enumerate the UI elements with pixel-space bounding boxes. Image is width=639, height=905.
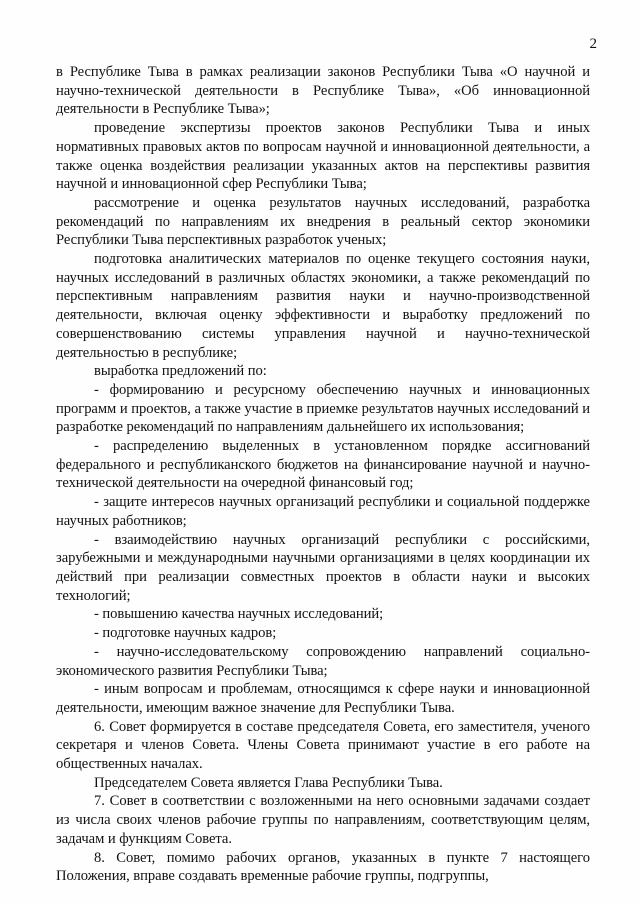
page-number: 2 [589, 36, 597, 52]
paragraph-section-7: 7. Совет в соответствии с возложенными на него основными задачами создает из числа своих членов рабочие группы по направлениям, соответствующим целям, задачам и функциям Совета. [56, 793, 590, 847]
list-item-international-cooperation: - взаимодействию научных организаций республики с российскими, зарубежными и международными научными организациями в целях координации их действий при реализации совместных проектов в области науки и высоких технологий; [56, 531, 590, 604]
paragraph-intro-continuation: в Республике Тыва в рамках реализации законов Республики Тыва «О научной и научно-технической деятельности в Республике Тыва», «Об инновационной деятельности в Республике Тыва»; [56, 64, 590, 118]
document-body [56, 63, 590, 886]
paragraph-analytical-materials: подготовка аналитических материалов по оценке текущего состояния науки, научных исследований в различных областях экономики, а также рекомендаций по перспективным направлениям развития науки и научно-производственной деятельности, включая оценку эффективности и выработку предложений по совершенствованию системы управления научной и научно-технической деятельностью в республике; [56, 251, 590, 361]
list-item-interest-protection: - защите интересов научных организаций республики и социальной поддержке научных работников; [56, 494, 590, 529]
paragraph-section-8: 8. Совет, помимо рабочих органов, указанных в пункте 7 настоящего Положения, вправе создавать временные рабочие группы, подгруппы, [56, 849, 590, 885]
list-item-budget-allocation: - распределению выделенных в установленном порядке ассигнований федерального и республиканского бюджетов на финансирование научной и научно-технической деятельности на очередной финансовый год; [56, 438, 590, 492]
paragraph-chairman: Председателем Совета является Глава Республики Тыва. [94, 774, 443, 791]
paragraph-section-6: 6. Совет формируется в составе председателя Совета, его заместителя, ученого секретаря и членов Совета. Члены Совета принимают участие в его работе на общественных началах. [56, 718, 590, 773]
list-item-personnel-training: - подготовке научных кадров; [94, 625, 277, 642]
list-item-socioeconomic-support: - научно-исследовательскому сопровождению направлений социально-экономического развития Республики Тыва; [56, 643, 590, 679]
paragraph-expertise: проведение экспертизы проектов законов Республики Тыва и иных нормативных правовых актов по вопросам научной и инновационной деятельности, а также оценка воздействия реализации указанных актов на перспективы развития научной и инновационной сфер Республики Тыва; [56, 120, 590, 193]
paragraph-research-evaluation: рассмотрение и оценка результатов научных исследований, разработка рекомендаций по направлениям их внедрения в реальный сектор экономики Республики Тыва перспективных разработок ученых; [56, 194, 590, 249]
paragraph-proposals-heading: выработка предложений по: [94, 363, 267, 380]
list-item-other-issues: - иным вопросам и проблемам, относящимся к сфере науки и инновационной деятельности, имеющим важное значение для Республики Тыва. [56, 681, 590, 716]
list-item-resource-support: - формированию и ресурсному обеспечению научных и инновационных программ и проектов, а также участие в приемке результатов научных исследований и разработке рекомендаций по направлениям дальнейшего их использования; [56, 381, 590, 436]
list-item-research-quality: - повышению качества научных исследований; [94, 606, 384, 623]
